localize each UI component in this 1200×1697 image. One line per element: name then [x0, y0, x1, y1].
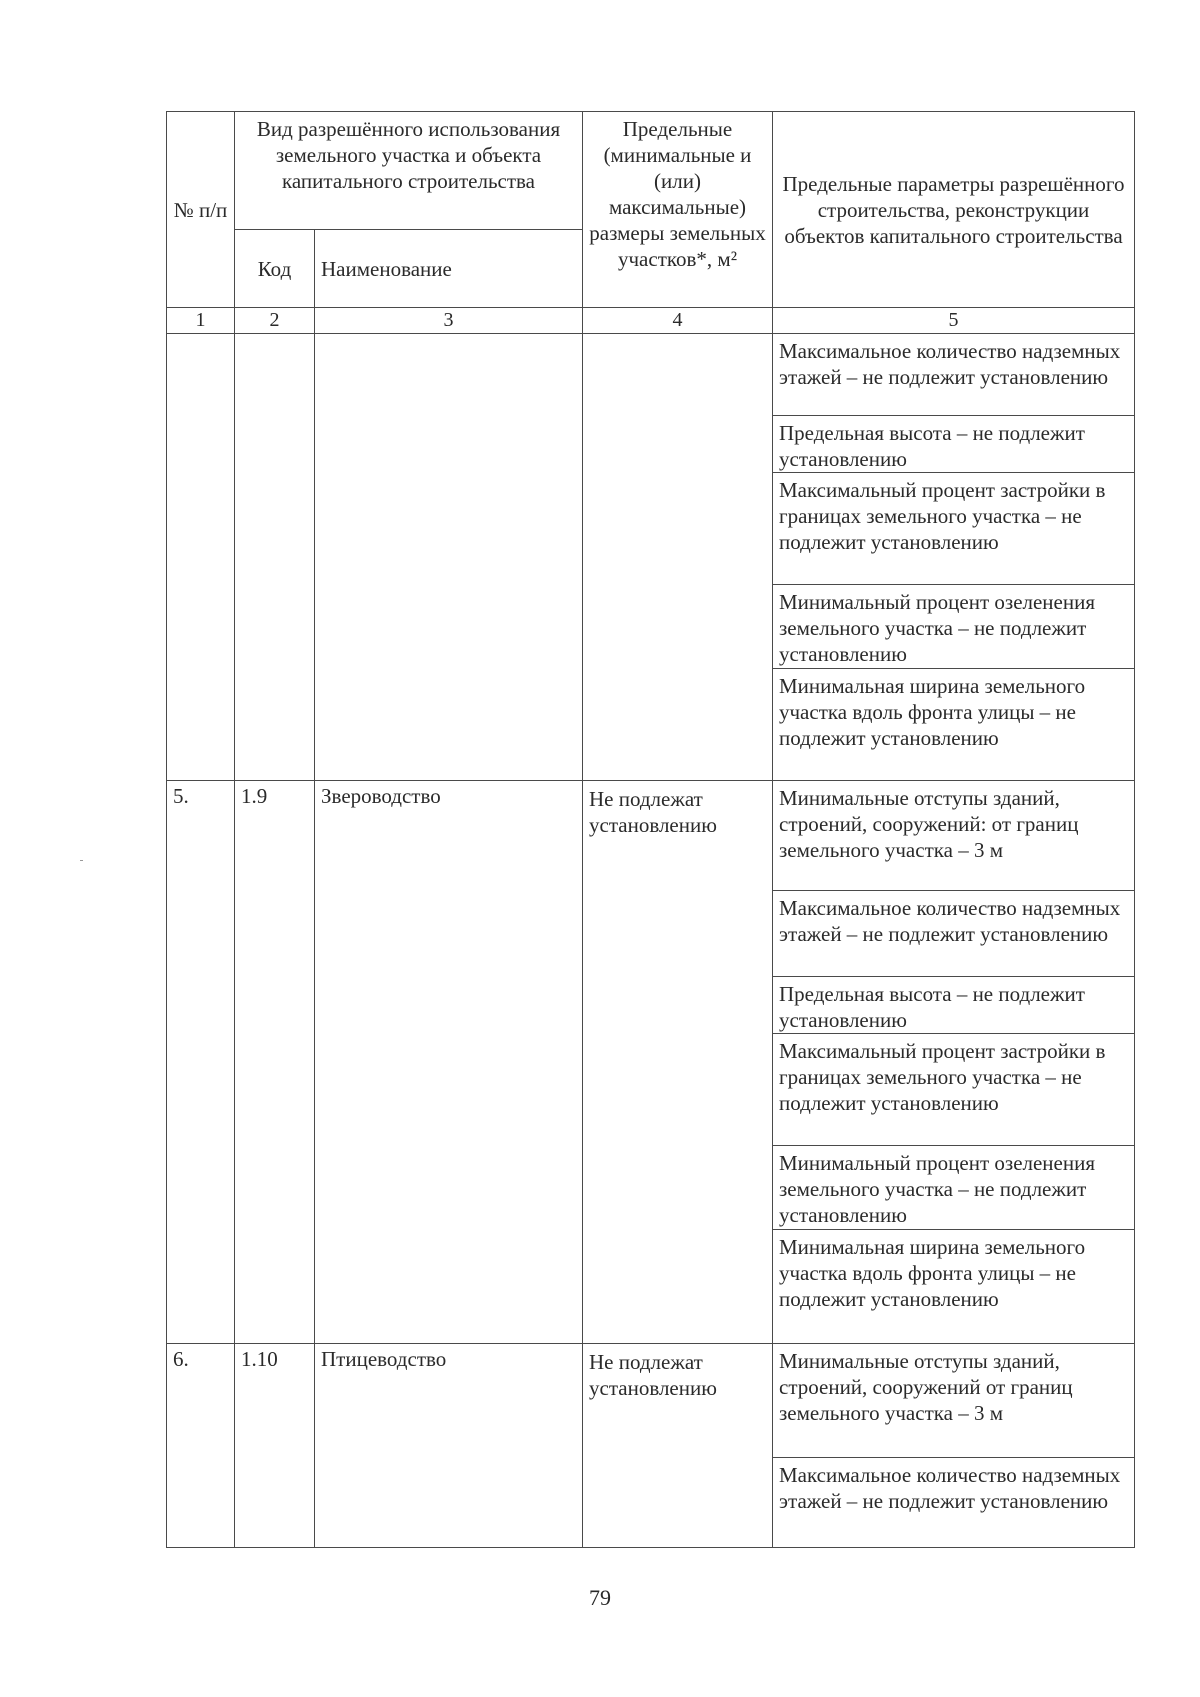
cont-no-cell	[167, 334, 235, 781]
param-max-floors: Максимальное количество надземных этажей – не подлежит установлению	[773, 1458, 1135, 1548]
col-num: 5	[773, 308, 1135, 334]
param-max-floors: Максимальное количество надземных этажей – не подлежит установлению	[773, 891, 1135, 977]
cont-size-cell	[583, 334, 773, 781]
header-name: Наименование	[315, 230, 583, 308]
header-kind: Вид разрешённого использования земельного участка и объекта капитального строительства	[235, 112, 583, 230]
row-code: 1.9	[235, 781, 315, 1344]
page-number: 79	[589, 1585, 611, 1610]
cont-name-cell	[315, 334, 583, 781]
row-number: 6.	[167, 1344, 235, 1548]
param-max-coverage: Максимальный процент застройки в границах земельного участка – не подлежит установлению	[773, 473, 1135, 585]
param-max-height: Предельная высота – не подлежит установлению	[773, 416, 1135, 473]
param-min-greenery: Минимальный процент озеленения земельного участка – не подлежит установлению	[773, 1146, 1135, 1230]
row-number: 5.	[167, 781, 235, 1344]
col-num: 4	[583, 308, 773, 334]
row-name: Птицеводство	[315, 1344, 583, 1548]
col-num: 3	[315, 308, 583, 334]
param-min-width: Минимальная ширина земельного участка вдоль фронта улицы – не подлежит установлению	[773, 669, 1135, 781]
param-max-coverage: Максимальный процент застройки в границах земельного участка – не подлежит установлению	[773, 1034, 1135, 1146]
param-min-greenery: Минимальный процент озеленения земельного участка – не подлежит установлению	[773, 585, 1135, 669]
col-num: 2	[235, 308, 315, 334]
row-name: Звероводство	[315, 781, 583, 1344]
header-code: Код	[235, 230, 315, 308]
row-size: Не подлежат установлению	[583, 1344, 773, 1548]
land-use-table	[166, 111, 1135, 1548]
scan-speck	[80, 860, 83, 861]
param-min-setback: Минимальные отступы зданий, строений, сооружений от границ земельного участка – 3 м	[773, 1344, 1135, 1458]
col-num: 1	[167, 308, 235, 334]
header-params: Предельные параметры разрешённого строительства, реконструкции объектов капитального строительства	[773, 112, 1135, 308]
param-min-setback: Минимальные отступы зданий, строений, сооружений: от границ земельного участка – 3 м	[773, 781, 1135, 891]
param-min-width: Минимальная ширина земельного участка вдоль фронта улицы – не подлежит установлению	[773, 1230, 1135, 1344]
header-sizes: Предельные (минимальные и (или) максимальные) размеры земельных участков*, м²	[583, 112, 773, 308]
row-size: Не подлежат установлению	[583, 781, 773, 1344]
param-max-height: Предельная высота – не подлежит установлению	[773, 977, 1135, 1034]
param-max-floors: Максимальное количество надземных этажей – не подлежит установлению	[773, 334, 1135, 416]
header-no: № п/п	[167, 112, 235, 308]
cont-code-cell	[235, 334, 315, 781]
row-code: 1.10	[235, 1344, 315, 1548]
